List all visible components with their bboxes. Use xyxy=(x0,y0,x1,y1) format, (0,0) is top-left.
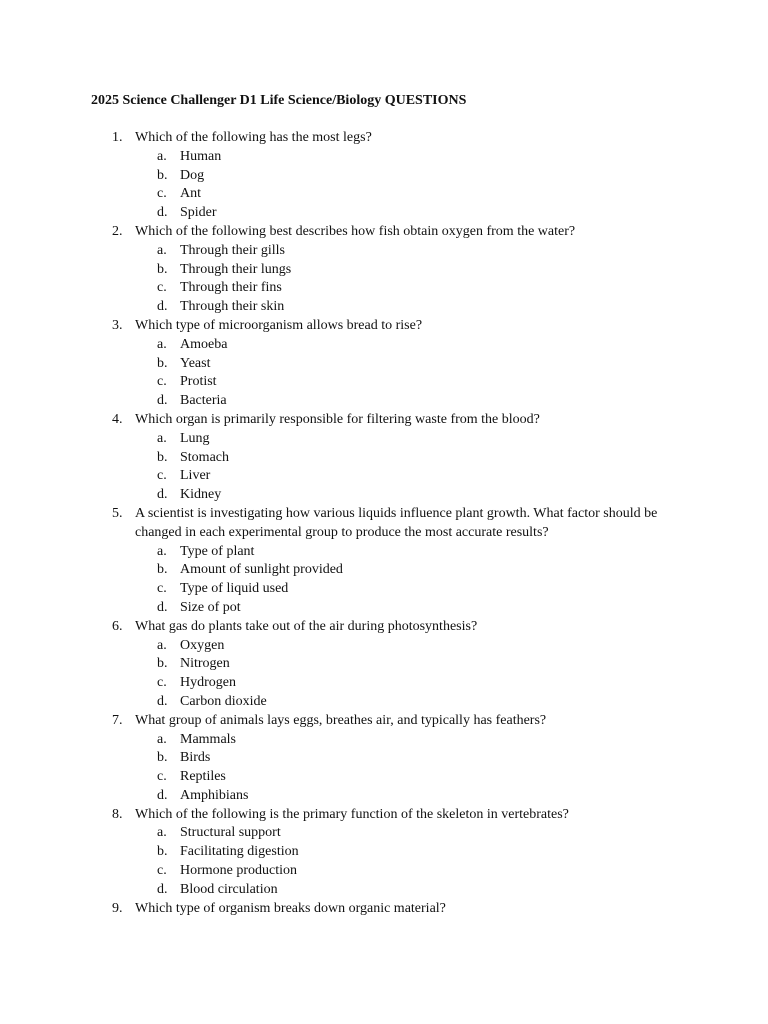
option-text: Yeast xyxy=(180,355,211,371)
answer-option xyxy=(0,543,768,562)
option-text: Blood circulation xyxy=(180,881,278,897)
option-letter: d. xyxy=(157,693,168,709)
question-number: 5. xyxy=(112,505,123,521)
option-letter: d. xyxy=(157,205,168,221)
answer-option xyxy=(0,655,768,674)
question-stem xyxy=(0,223,768,242)
question-number: 7. xyxy=(112,712,123,728)
question-number: 4. xyxy=(112,411,123,427)
answer-option xyxy=(0,355,768,374)
option-text: Hormone production xyxy=(180,863,298,879)
question-text: Which organ is primarily responsible for filtering waste from the blood? xyxy=(135,411,540,427)
option-text: Amphibians xyxy=(180,787,249,803)
option-text: Through their fins xyxy=(180,280,282,296)
question-stem xyxy=(0,317,768,336)
option-text: Hydrogen xyxy=(180,675,236,691)
question-4 xyxy=(0,411,768,505)
answer-option xyxy=(0,881,768,900)
option-text: Bacteria xyxy=(180,393,227,409)
question-8 xyxy=(0,806,768,900)
option-letter: c. xyxy=(157,769,167,785)
question-number: 2. xyxy=(112,223,123,239)
option-letter: c. xyxy=(157,675,167,691)
option-text: Oxygen xyxy=(180,637,225,653)
option-letter: d. xyxy=(157,881,168,897)
answer-option xyxy=(0,148,768,167)
option-text: Stomach xyxy=(180,449,229,465)
answer-option xyxy=(0,467,768,486)
option-letter: a. xyxy=(157,242,167,258)
option-text: Nitrogen xyxy=(180,656,230,672)
answer-option xyxy=(0,373,768,392)
answer-option xyxy=(0,674,768,693)
document-title: 2025 Science Challenger D1 Life Science/Biology QUESTIONS xyxy=(91,93,467,108)
question-text: What gas do plants take out of the air during photosynthesis? xyxy=(135,618,478,634)
option-text: Lung xyxy=(180,430,210,446)
answer-option xyxy=(0,392,768,411)
question-list xyxy=(0,129,768,918)
option-letter: b. xyxy=(157,844,168,860)
option-letter: d. xyxy=(157,599,168,615)
option-letter: b. xyxy=(157,750,168,766)
option-text: Reptiles xyxy=(180,769,226,785)
answer-option xyxy=(0,843,768,862)
option-text: Through their skin xyxy=(180,299,285,315)
option-letter: d. xyxy=(157,487,168,503)
answer-option xyxy=(0,749,768,768)
option-letter: a. xyxy=(157,336,167,352)
option-text: Amount of sunlight provided xyxy=(180,562,343,578)
answer-option xyxy=(0,580,768,599)
option-letter: b. xyxy=(157,449,168,465)
option-text: Size of pot xyxy=(180,599,241,615)
question-stem xyxy=(0,129,768,148)
answer-option xyxy=(0,185,768,204)
answer-option xyxy=(0,731,768,750)
option-letter: c. xyxy=(157,186,167,202)
answer-option xyxy=(0,298,768,317)
question-text: A scientist is investigating how various liquids influence plant growth. What factor should be changed in each experimental group to produce the most accurate results? xyxy=(135,505,658,540)
answer-option xyxy=(0,787,768,806)
option-letter: a. xyxy=(157,430,167,446)
option-letter: b. xyxy=(157,656,168,672)
answer-option xyxy=(0,599,768,618)
answer-option xyxy=(0,824,768,843)
answer-option xyxy=(0,242,768,261)
question-6 xyxy=(0,618,768,712)
answer-option xyxy=(0,561,768,580)
answer-option xyxy=(0,768,768,787)
question-text: Which type of microorganism allows bread to rise? xyxy=(135,317,423,333)
option-text: Carbon dioxide xyxy=(180,693,267,709)
option-letter: d. xyxy=(157,787,168,803)
option-letter: a. xyxy=(157,731,167,747)
option-text: Type of plant xyxy=(180,543,255,559)
option-letter: d. xyxy=(157,299,168,315)
question-2 xyxy=(0,223,768,317)
question-stem xyxy=(0,712,768,731)
option-letter: a. xyxy=(157,825,167,841)
option-letter: a. xyxy=(157,637,167,653)
question-number: 6. xyxy=(112,618,123,634)
option-text: Liver xyxy=(180,468,211,484)
answer-option xyxy=(0,862,768,881)
question-9 xyxy=(0,900,768,919)
option-text: Facilitating digestion xyxy=(180,844,299,860)
question-number: 8. xyxy=(112,806,123,822)
answer-option xyxy=(0,693,768,712)
question-number: 3. xyxy=(112,317,123,333)
option-text: Spider xyxy=(180,205,217,221)
answer-option xyxy=(0,637,768,656)
option-letter: c. xyxy=(157,374,167,390)
option-text: Type of liquid used xyxy=(180,581,289,597)
question-text: Which of the following has the most legs? xyxy=(135,130,372,145)
option-letter: a. xyxy=(157,148,167,164)
option-text: Through their lungs xyxy=(180,261,292,277)
answer-option xyxy=(0,204,768,223)
option-text: Dog xyxy=(180,167,205,183)
question-stem xyxy=(0,900,768,919)
answer-option xyxy=(0,486,768,505)
option-letter: c. xyxy=(157,863,167,879)
answer-option xyxy=(0,449,768,468)
answer-option xyxy=(0,336,768,355)
option-letter: b. xyxy=(157,167,168,183)
option-letter: b. xyxy=(157,562,168,578)
option-letter: c. xyxy=(157,280,167,296)
question-stem xyxy=(0,411,768,430)
option-letter: b. xyxy=(157,355,168,371)
question-text: What group of animals lays eggs, breathes air, and typically has feathers? xyxy=(135,712,547,728)
question-number: 9. xyxy=(112,900,123,916)
question-number: 1. xyxy=(112,130,123,145)
question-7 xyxy=(0,712,768,806)
question-1 xyxy=(0,129,768,223)
option-letter: c. xyxy=(157,468,167,484)
option-text: Protist xyxy=(180,374,217,390)
question-3 xyxy=(0,317,768,411)
question-text: Which type of organism breaks down organic material? xyxy=(135,900,446,916)
option-text: Kidney xyxy=(180,487,222,503)
answer-option xyxy=(0,430,768,449)
question-5 xyxy=(0,505,768,618)
answer-option xyxy=(0,279,768,298)
option-text: Amoeba xyxy=(180,336,228,352)
question-text: Which of the following best describes how fish obtain oxygen from the water? xyxy=(135,223,576,239)
question-text: Which of the following is the primary function of the skeleton in vertebrates? xyxy=(135,806,569,822)
option-letter: b. xyxy=(157,261,168,277)
question-stem xyxy=(0,618,768,637)
option-text: Human xyxy=(180,148,222,164)
option-letter: c. xyxy=(157,581,167,597)
option-text: Birds xyxy=(180,750,211,766)
answer-option xyxy=(0,261,768,280)
answer-option xyxy=(0,167,768,186)
question-stem xyxy=(0,806,768,825)
option-letter: a. xyxy=(157,543,167,559)
option-text: Structural support xyxy=(180,825,281,841)
option-text: Mammals xyxy=(180,731,236,747)
option-letter: d. xyxy=(157,393,168,409)
question-stem xyxy=(0,505,768,543)
option-text: Ant xyxy=(180,186,201,202)
option-text: Through their gills xyxy=(180,242,285,258)
